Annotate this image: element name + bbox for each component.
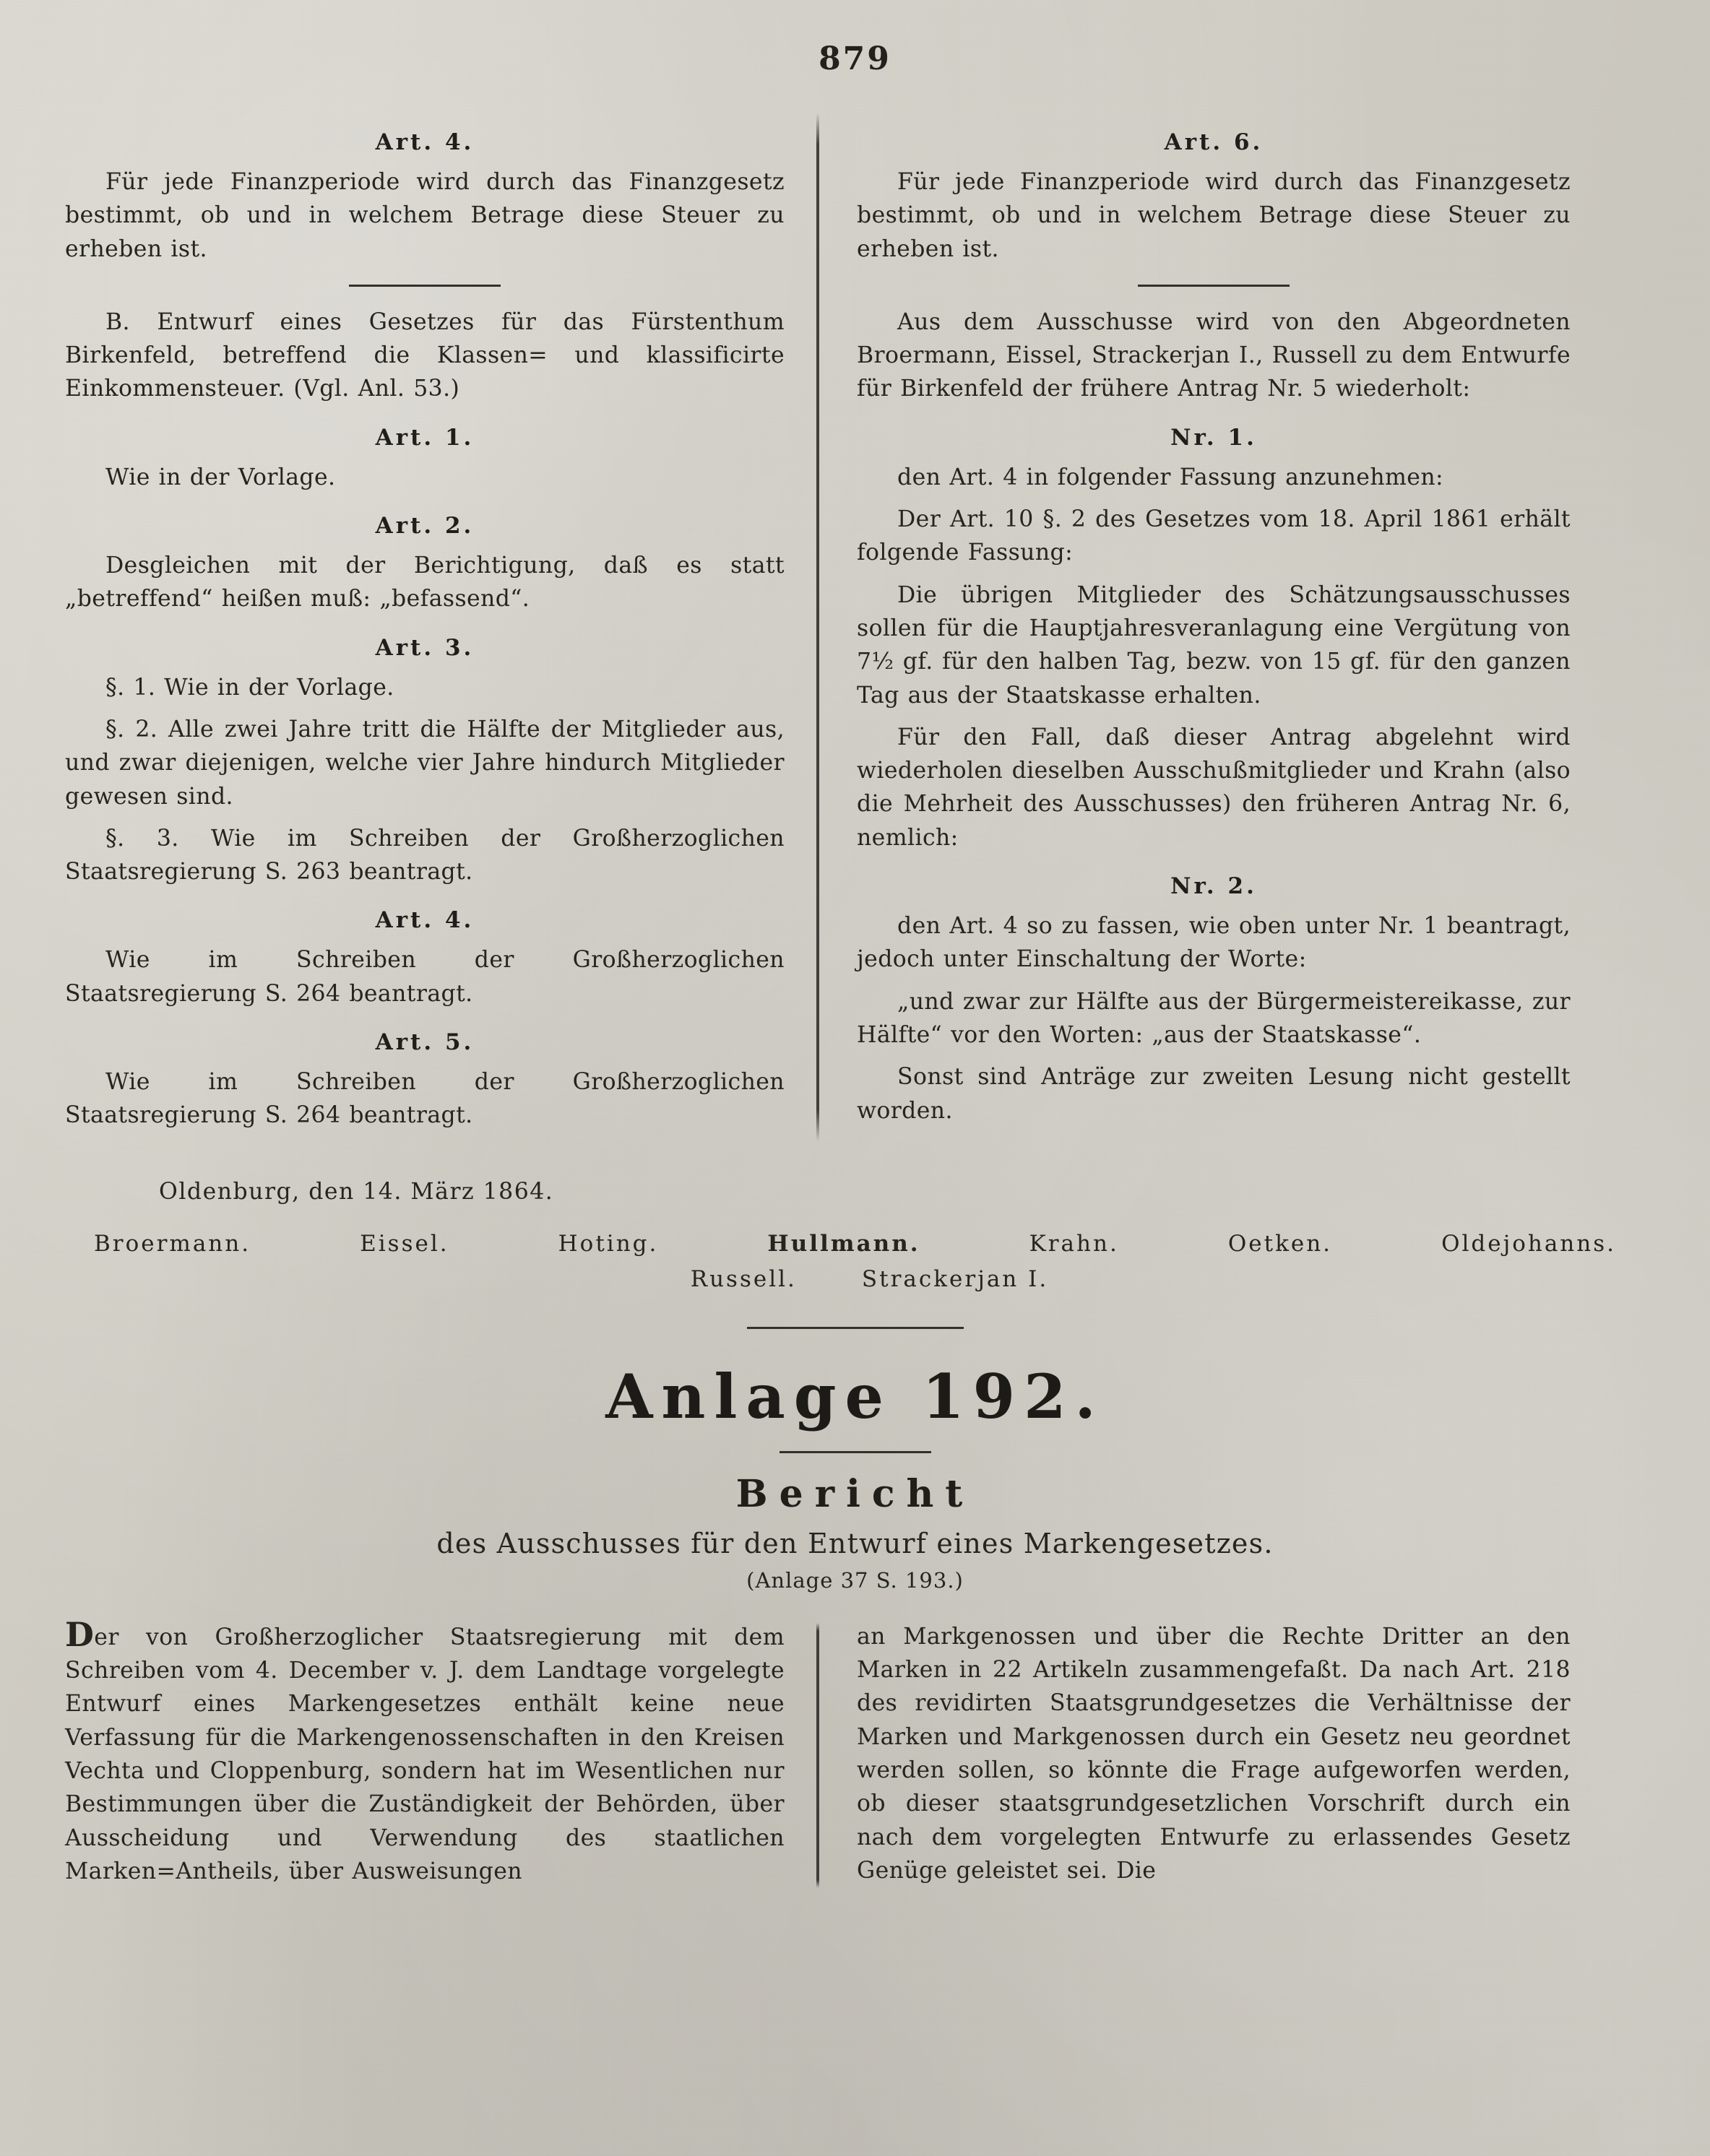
signature-russell: Russell. — [690, 1266, 797, 1293]
paragraph-art-5: Wie im Schreiben der Großherzoglichen Staatsregierung S. 264 beantragt. — [65, 1069, 785, 1129]
report-subtitle: des Ausschusses für den Entwurf eines Markengesetzes. — [436, 1527, 1274, 1559]
paragraph-nr1-3: Die übrigen Mitglieder des Schätzungsausschusses sollen für die Hauptjahresveranlagung eine Vergütung von 7½ gf. für den halben Tag, bezw. von 15 gf. für den ganzen Tag aus der Staatskasse erhalten. — [857, 581, 1571, 709]
signature-block — [65, 1226, 1645, 1298]
signature-oldejohanns: Oldejohanns. — [1441, 1230, 1616, 1257]
heading-art-2: Art. 2. — [375, 513, 475, 540]
paragraph-ausschuss: Aus dem Ausschusse wird von den Abgeordneten Broermann, Eissel, Strackerjan I., Russell zu dem Entwurfe für Birkenfeld der frühere Antrag Nr. 5 wiederholt: — [857, 308, 1571, 402]
signature-hoting: Hoting. — [558, 1230, 659, 1257]
left-column — [65, 111, 816, 1141]
report-body-right: an Markgenossen und über die Rechte Dritter an den Marken in 22 Artikeln zusammengefaßt. Da nach Art. 218 des revidirten Staatsgrundgesetzes die Verhältnisse der Marken und Markgenossen durch ein Gesetz neu geordnet werden sollen, so könnte die Frage aufgeworfen werden, ob dieser staatsgrundgesetzlichen Vorschrift durch ein nach dem vorgelegten Entwurfe zu erlassendes Gesetz Genüge geleistet sei. Die — [857, 1623, 1571, 1884]
paragraph-section-b: B. Entwurf eines Gesetzes für das Fürstenthum Birkenfeld, betreffend die Klassen= und klassificirte Einkommensteuer. (Vgl. Anl. 53.) — [65, 308, 785, 402]
heading-art-4b: Art. 4. — [375, 907, 475, 934]
signature-eissel: Eissel. — [360, 1230, 449, 1257]
heading-art-1: Art. 1. — [375, 424, 475, 451]
paragraph-nr2-2: „und zwar zur Hälfte aus der Bürgermeistereikasse, zur Hälfte“ vor den Worten: „aus der Staatskasse“. — [857, 988, 1571, 1048]
paragraph-nr1-2: Der Art. 10 §. 2 des Gesetzes vom 18. April 1861 erhält folgende Fassung: — [857, 506, 1571, 566]
anlage-title-rule — [780, 1451, 931, 1453]
paragraph-nr2-1: den Art. 4 so zu fassen, wie oben unter Nr. 1 beantragt, jedoch unter Einschaltung der Worte: — [857, 913, 1571, 973]
page-number: 879 — [819, 40, 891, 77]
heading-art-3: Art. 3. — [375, 634, 475, 661]
paragraph-art-4b: Wie im Schreiben der Großherzoglichen Staatsregierung S. 264 beantragt. — [65, 947, 785, 1007]
paragraph-art-3-s1: §. 1. Wie in der Vorlage. — [105, 674, 394, 701]
report-left-column — [65, 1614, 816, 1888]
two-column-layout — [65, 111, 1645, 1141]
signoff-place-date: Oldenburg, den 14. März 1864. — [159, 1178, 554, 1205]
report-body-left — [65, 1614, 785, 1888]
paragraph-art-1: Wie in der Vorlage. — [105, 464, 336, 490]
paragraph-nr1-1: den Art. 4 in folgender Fassung anzunehmen: — [897, 464, 1444, 490]
report-body-left-text: er von Großherzoglicher Staatsregierung mit dem Schreiben vom 4. December v. J. dem Landtage vorgelegte Entwurf eines Markengesetzes enthält keine neue Verfassung für die Markengenossenschaften in den Kreisen Vechta und Cloppenburg, sondern hat im Wesentlichen nur Bestimmungen über die Zuständigkeit der Behörden, über Ausscheidung und Verwendung des staatlichen Marken=Antheils, über Ausweisungen — [65, 1624, 785, 1884]
signature-row-1 — [65, 1226, 1645, 1263]
signature-broermann: Broermann. — [94, 1230, 251, 1257]
paragraph-art-6: Für jede Finanzperiode wird durch das Finanzgesetz bestimmt, ob und in welchem Betrage diese Steuer zu erheben ist. — [857, 169, 1571, 262]
signature-oetken: Oetken. — [1227, 1230, 1333, 1257]
report-reference: (Anlage 37 S. 193.) — [746, 1567, 964, 1593]
paragraph-nr2-3: Sonst sind Anträge zur zweiten Lesung nicht gestellt worden. — [857, 1064, 1571, 1124]
paragraph-art-2: Desgleichen mit der Berichtigung, daß es statt „betreffend“ heißen muß: „befassend“. — [65, 553, 785, 612]
right-column — [819, 111, 1571, 1141]
heading-nr-2: Nr. 2. — [1170, 873, 1257, 900]
heading-nr-1: Nr. 1. — [1170, 424, 1257, 451]
signature-row-2 — [65, 1262, 1645, 1298]
report-heading: Bericht — [735, 1471, 975, 1516]
signature-strackerjan: Strackerjan I. — [861, 1266, 1049, 1293]
paragraph-art-3-s2: §. 2. Alle zwei Jahre tritt die Hälfte der Mitglieder aus, und zwar diejenigen, welche vier Jahre hindurch Mitglieder gewesen sind. — [65, 716, 785, 810]
heading-art-6: Art. 6. — [1164, 129, 1264, 155]
heading-art-4: Art. 4. — [375, 129, 475, 155]
signature-krahn: Krahn. — [1029, 1230, 1119, 1257]
report-right-column — [819, 1620, 1571, 1888]
paragraph-art-4: Für jede Finanzperiode wird durch das Finanzgesetz bestimmt, ob und in welchem Betrage diese Steuer zu erheben ist. — [65, 169, 785, 262]
section-divider-rule — [349, 285, 501, 287]
anlage-title: Anlage 192. — [605, 1360, 1105, 1432]
major-section-rule — [747, 1327, 964, 1329]
paragraph-nr1-4: Für den Fall, daß dieser Antrag abgelehnt wird wiederholen dieselben Ausschußmitglieder und Krahn (also die Mehrheit des Ausschusses) den früheren Antrag Nr. 6, nemlich: — [857, 724, 1571, 851]
signature-hullmann: Hullmann. — [767, 1230, 920, 1257]
paragraph-art-3-s3: §. 3. Wie im Schreiben der Großherzoglichen Staatsregierung S. 263 beantragt. — [65, 825, 785, 886]
heading-art-5: Art. 5. — [375, 1029, 475, 1056]
section-divider-rule-right — [1138, 285, 1290, 287]
drop-cap: D — [65, 1614, 95, 1654]
report-body-columns — [65, 1614, 1645, 1888]
